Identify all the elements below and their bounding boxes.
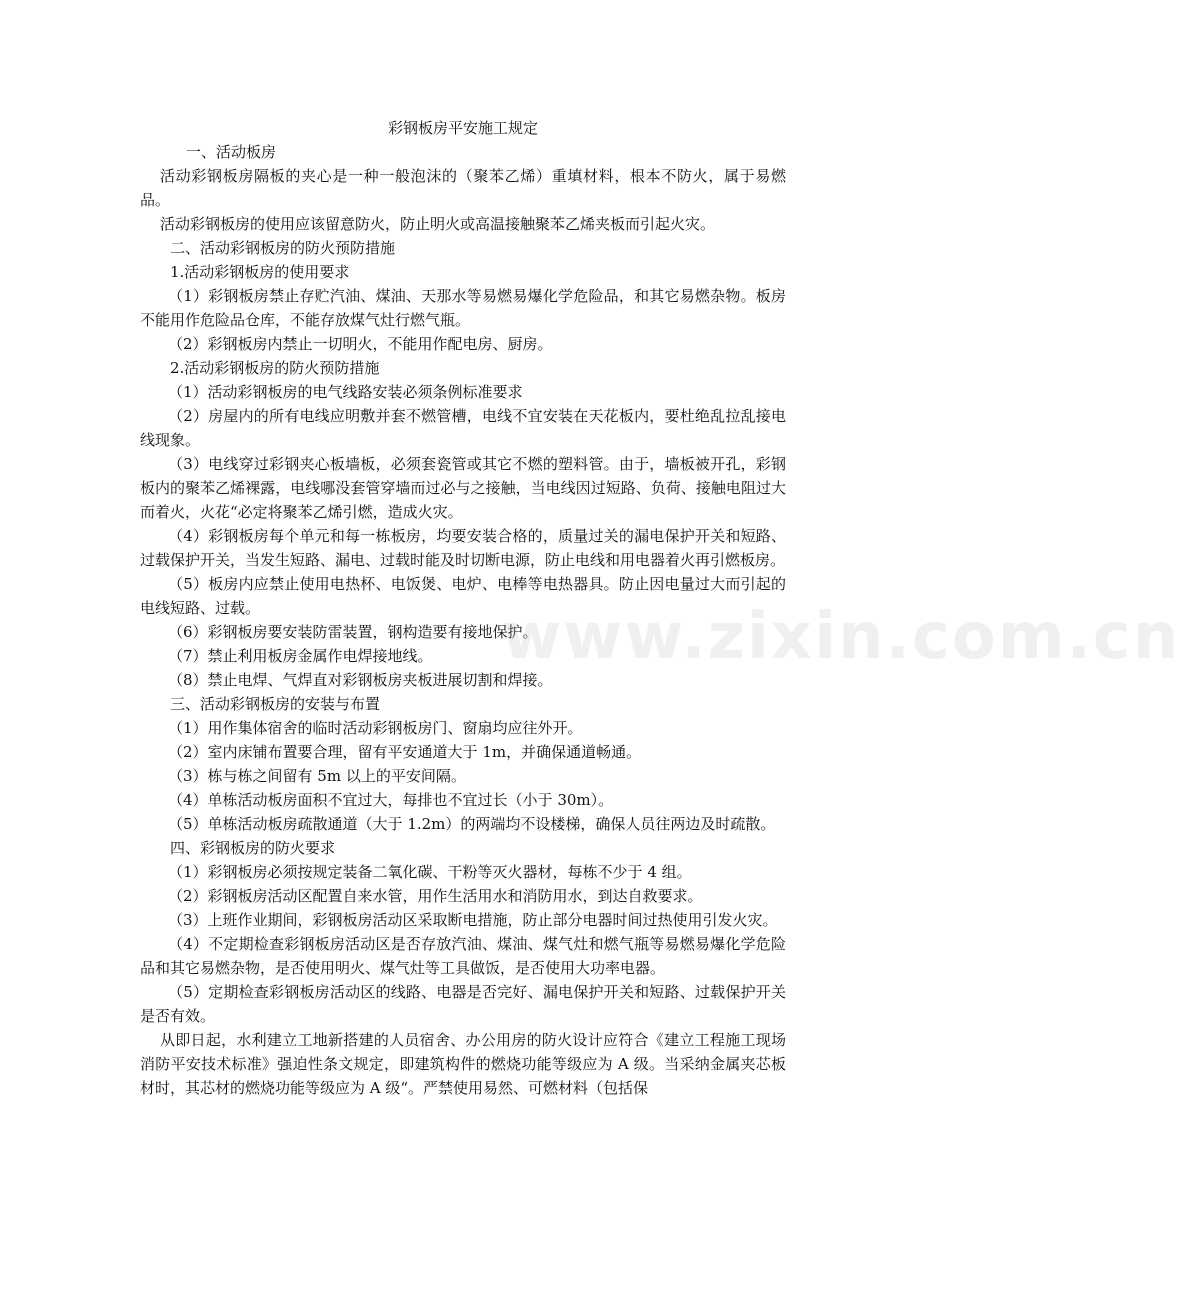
list-item: （4）彩钢板房每个单元和每一栋板房，均要安装合格的，质量过关的漏电保护开关和短路、过载保护开关，当发生短路、漏电、过载时能及时切断电源，防止电线和用电器着火再引燃板房。	[140, 527, 786, 569]
list-item: （5）板房内应禁止使用电热杯、电饭煲、电炉、电棒等电热器具。防止因电量过大而引起的电线短路、过载。	[140, 575, 786, 617]
list-item: （2）彩钢板房内禁止一切明火，不能用作配电房、厨房。	[168, 335, 553, 353]
document-page	[140, 116, 786, 1100]
list-item: （5）定期检查彩钢板房活动区的线路、电器是否完好、漏电保护开关和短路、过载保护开关是否有效。	[140, 983, 786, 1025]
list-item: （1）彩钢板房必须按规定装备二氧化碳、干粉等灭火器材，每栋不少于 4 组。	[168, 863, 692, 881]
paragraph: 活动彩钢板房的使用应该留意防火，防止明火或高温接触聚苯乙烯夹板而引起火灾。	[160, 215, 716, 233]
paragraph: 活动彩钢板房隔板的夹心是一种一般泡沫的（聚苯乙烯）重填材料，根本不防火，属于易燃品。	[140, 167, 786, 209]
list-item: （3）栋与栋之间留有 5m 以上的平安间隔。	[168, 767, 466, 785]
document-body	[140, 140, 786, 1100]
list-item: （6）彩钢板房要安装防雷装置，钢构造要有接地保护。	[168, 623, 538, 641]
section-heading: 二、活动彩钢板房的防火预防措施	[170, 239, 396, 257]
list-item: （3）上班作业期间，彩钢板房活动区采取断电措施，防止部分电器时间过热使用引发火灾。	[168, 911, 778, 929]
list-item: （3）电线穿过彩钢夹心板墙板，必须套瓷管或其它不燃的塑料管。由于，墙板被开孔，彩钢板内的聚苯乙烯裸露，电线哪没套管穿墙而过必与之接触，当电线因过短路、负荷、接触电阻过大而着火，火花“必定将聚苯乙烯引燃，造成火灾。	[140, 455, 786, 521]
list-item: （2）室内床铺布置要合理，留有平安通道大于 1m，并确保通道畅通。	[168, 743, 642, 761]
section-heading: 一、活动板房	[186, 143, 277, 161]
list-item: （2）彩钢板房活动区配置自来水管，用作生活用水和消防用水，到达自救要求。	[168, 887, 703, 905]
document-title: 彩钢板房平安施工规定	[387, 119, 538, 137]
list-item: （7）禁止利用板房金属作电焊接地线。	[168, 647, 433, 665]
list-item: （1）用作集体宿舍的临时活动彩钢板房门、窗扇均应往外开。	[168, 719, 583, 737]
watermark-text: www.zixin.com.cn	[502, 600, 1180, 674]
section-heading: 2.活动彩钢板房的防火预防措施	[170, 359, 380, 377]
list-item: （8）禁止电焊、气焊直对彩钢板房夹板进展切割和焊接。	[168, 671, 553, 689]
list-item: （4）不定期检查彩钢板房活动区是否存放汽油、煤油、煤气灶和燃气瓶等易燃易爆化学危险品和其它易燃杂物，是否使用明火、煤气灶等工具做饭，是否使用大功率电器。	[140, 935, 786, 977]
list-item: （1）彩钢板房禁止存贮汽油、煤油、天那水等易燃易爆化学危险品，和其它易燃杂物。板房不能用作危险品仓库，不能存放煤气灶行燃气瓶。	[140, 287, 786, 329]
section-heading: 四、彩钢板房的防火要求	[170, 839, 336, 857]
list-item: （4）单栋活动板房面积不宜过大，每排也不宜过长（小于 30m）。	[168, 791, 614, 809]
section-heading: 1.活动彩钢板房的使用要求	[170, 263, 350, 281]
paragraph: 从即日起，水利建立工地新搭建的人员宿舍、办公用房的防火设计应符合《建立工程施工现场消防平安技术标准》强迫性条文规定，即建筑构件的燃烧功能等级应为 A 级。当采纳金属夹芯板材时，其芯材的燃烧功能等级应为 A 级“。严禁使用易然、可燃材料（包括保	[140, 1031, 786, 1097]
section-heading: 三、活动彩钢板房的安装与布置	[170, 695, 381, 713]
list-item: （1）活动彩钢板房的电气线路安装必须条例标准要求	[168, 383, 523, 401]
list-item: （5）单栋活动板房疏散通道（大于 1.2m）的两端均不设楼梯，确保人员往两边及时疏散。	[168, 815, 776, 833]
list-item: （2）房屋内的所有电线应明敷并套不燃管槽，电线不宜安装在天花板内，要杜绝乱拉乱接电线现象。	[140, 407, 786, 449]
